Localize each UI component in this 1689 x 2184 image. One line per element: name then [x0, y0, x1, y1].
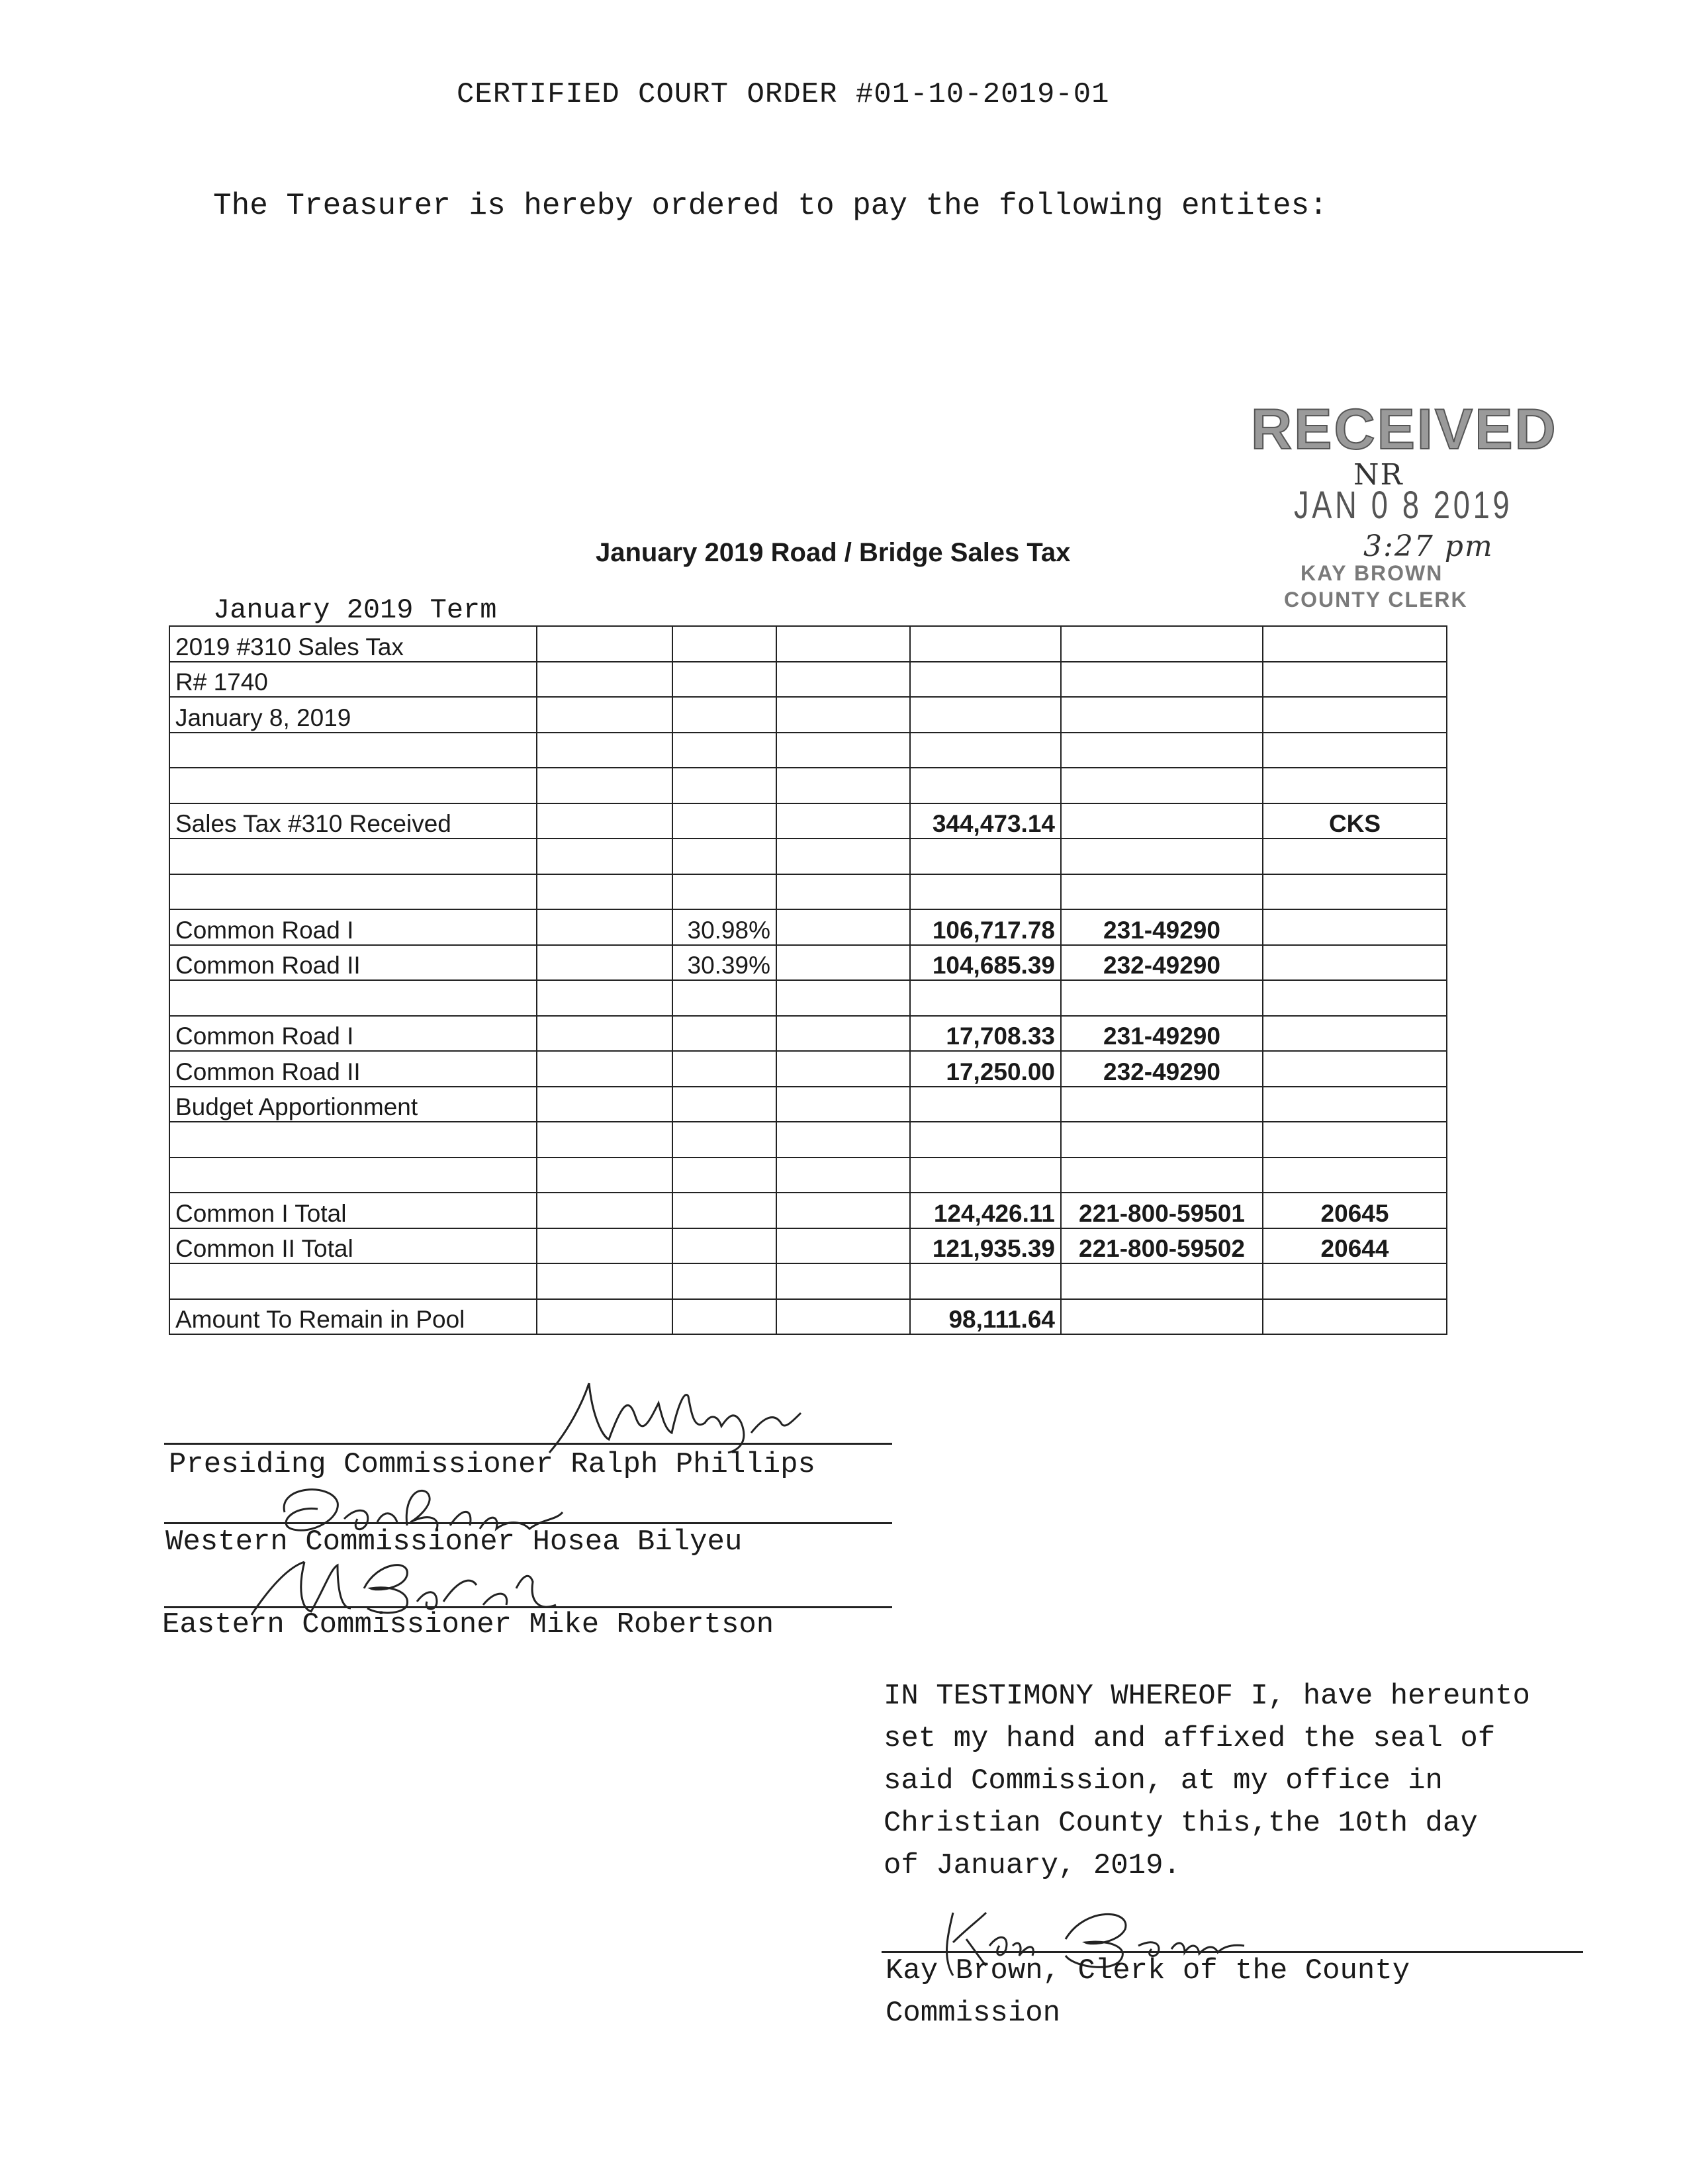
empty-cell — [537, 1016, 672, 1052]
percent-cell: 30.98% — [672, 909, 776, 945]
amount-cell — [910, 733, 1061, 768]
empty-cell — [776, 662, 910, 698]
account-cell — [1061, 1299, 1263, 1335]
table-row — [169, 874, 1447, 910]
row-label-cell: Common Road I — [169, 909, 537, 945]
testimony-line-5: of January, 2019. — [884, 1849, 1181, 1882]
empty-cell — [537, 1087, 672, 1122]
empty-cell — [776, 803, 910, 839]
account-cell — [1061, 980, 1263, 1016]
check-cell — [1263, 1051, 1447, 1087]
account-cell — [1061, 803, 1263, 839]
empty-cell — [537, 945, 672, 981]
amount-cell: 17,250.00 — [910, 1051, 1061, 1087]
table-row — [169, 980, 1447, 1016]
empty-cell — [537, 874, 672, 910]
empty-cell — [776, 980, 910, 1016]
empty-cell — [537, 1228, 672, 1264]
percent-cell — [672, 1158, 776, 1193]
check-cell — [1263, 1087, 1447, 1122]
amount-cell — [910, 980, 1061, 1016]
table-row — [169, 839, 1447, 874]
amount-cell — [910, 697, 1061, 733]
empty-cell — [776, 945, 910, 981]
check-cell — [1263, 874, 1447, 910]
check-cell — [1263, 839, 1447, 874]
empty-cell — [776, 1193, 910, 1228]
amount-cell — [910, 1087, 1061, 1122]
table-row — [169, 1193, 1447, 1228]
percent-cell — [672, 1122, 776, 1158]
row-label-cell: Common Road II — [169, 945, 537, 981]
table-row — [169, 1087, 1447, 1122]
check-cell — [1263, 1299, 1447, 1335]
account-cell: 221-800-59502 — [1061, 1228, 1263, 1264]
testimony-line-1: IN TESTIMONY WHEREOF I, have hereunto — [884, 1680, 1530, 1713]
percent-cell: 30.39% — [672, 945, 776, 981]
testimony-line-2: set my hand and affixed the seal of — [884, 1722, 1496, 1755]
check-cell: 20644 — [1263, 1228, 1447, 1264]
table-row — [169, 626, 1447, 662]
amount-cell: 121,935.39 — [910, 1228, 1061, 1264]
percent-cell — [672, 733, 776, 768]
table-row — [169, 1228, 1447, 1264]
table-row — [169, 1263, 1447, 1299]
row-label-cell: R# 1740 — [169, 662, 537, 698]
empty-cell — [776, 909, 910, 945]
testimony-line-3: said Commission, at my office in — [884, 1764, 1443, 1797]
row-label-cell — [169, 1263, 537, 1299]
empty-cell — [776, 839, 910, 874]
empty-cell — [537, 1122, 672, 1158]
row-label-cell — [169, 1158, 537, 1193]
table-row — [169, 662, 1447, 698]
table-row — [169, 733, 1447, 768]
empty-cell — [776, 733, 910, 768]
stamp-received-word: RECEIVED — [1251, 398, 1558, 461]
amount-cell: 124,426.11 — [910, 1193, 1061, 1228]
check-cell — [1263, 626, 1447, 662]
check-cell — [1263, 1263, 1447, 1299]
account-cell: 232-49290 — [1061, 945, 1263, 981]
account-cell — [1061, 1122, 1263, 1158]
table-title: January 2019 Road / Bridge Sales Tax — [596, 538, 1071, 567]
row-label-cell: Sales Tax #310 Received — [169, 803, 537, 839]
western-commissioner-label: Western Commissioner Hosea Bilyeu — [165, 1525, 743, 1559]
table-row — [169, 909, 1447, 945]
account-cell — [1061, 662, 1263, 698]
amount-cell — [910, 1263, 1061, 1299]
account-cell — [1061, 768, 1263, 803]
empty-cell — [776, 1051, 910, 1087]
check-cell: CKS — [1263, 803, 1447, 839]
row-label-cell: January 8, 2019 — [169, 697, 537, 733]
check-cell — [1263, 1122, 1447, 1158]
amount-cell: 17,708.33 — [910, 1016, 1061, 1052]
empty-cell — [537, 909, 672, 945]
testimony-line-4: Christian County this,the 10th day — [884, 1807, 1478, 1840]
table-row — [169, 768, 1447, 803]
row-label-cell: Budget Apportionment — [169, 1087, 537, 1122]
percent-cell — [672, 768, 776, 803]
empty-cell — [537, 1263, 672, 1299]
row-label-cell: Amount To Remain in Pool — [169, 1299, 537, 1335]
empty-cell — [776, 1158, 910, 1193]
account-cell — [1061, 874, 1263, 910]
account-cell — [1061, 626, 1263, 662]
account-cell — [1061, 1263, 1263, 1299]
amount-cell: 98,111.64 — [910, 1299, 1061, 1335]
table-row — [169, 1016, 1447, 1052]
stamp-office: COUNTY CLERK — [1284, 588, 1468, 612]
check-cell — [1263, 733, 1447, 768]
eastern-commissioner-label: Eastern Commissioner Mike Robertson — [162, 1608, 774, 1641]
percent-cell — [672, 803, 776, 839]
percent-cell — [672, 980, 776, 1016]
row-label-cell: Common II Total — [169, 1228, 537, 1264]
empty-cell — [776, 874, 910, 910]
term-label: January 2019 Term — [213, 594, 497, 626]
table-row — [169, 803, 1447, 839]
empty-cell — [776, 768, 910, 803]
check-cell — [1263, 909, 1447, 945]
table-row — [169, 1122, 1447, 1158]
table-row — [169, 697, 1447, 733]
percent-cell — [672, 1228, 776, 1264]
account-cell: 232-49290 — [1061, 1051, 1263, 1087]
western-signature-line — [164, 1522, 892, 1524]
stamp-initials: NR — [1353, 458, 1404, 492]
row-label-cell — [169, 874, 537, 910]
empty-cell — [776, 626, 910, 662]
clerk-name-line-2: Commission — [886, 1997, 1061, 2030]
percent-cell — [672, 839, 776, 874]
account-cell: 231-49290 — [1061, 909, 1263, 945]
empty-cell — [776, 1228, 910, 1264]
empty-cell — [776, 1299, 910, 1335]
empty-cell — [776, 1122, 910, 1158]
percent-cell — [672, 1193, 776, 1228]
empty-cell — [537, 1299, 672, 1335]
percent-cell — [672, 874, 776, 910]
percent-cell — [672, 697, 776, 733]
row-label-cell: Common Road I — [169, 1016, 537, 1052]
empty-cell — [537, 697, 672, 733]
check-cell — [1263, 1016, 1447, 1052]
row-label-cell — [169, 839, 537, 874]
account-cell — [1061, 839, 1263, 874]
amount-cell: 106,717.78 — [910, 909, 1061, 945]
table-row — [169, 1158, 1447, 1193]
empty-cell — [537, 626, 672, 662]
row-label-cell — [169, 768, 537, 803]
percent-cell — [672, 1087, 776, 1122]
row-label-cell: Common Road II — [169, 1051, 537, 1087]
account-cell — [1061, 1087, 1263, 1122]
empty-cell — [776, 1087, 910, 1122]
account-cell — [1061, 697, 1263, 733]
empty-cell — [537, 733, 672, 768]
percent-cell — [672, 1051, 776, 1087]
empty-cell — [537, 803, 672, 839]
empty-cell — [776, 1016, 910, 1052]
check-cell — [1263, 662, 1447, 698]
percent-cell — [672, 1016, 776, 1052]
presiding-commissioner-label: Presiding Commissioner Ralph Phillips — [169, 1448, 815, 1481]
table-row — [169, 945, 1447, 981]
clerk-signature-line — [882, 1951, 1583, 1953]
amount-cell — [910, 874, 1061, 910]
account-cell — [1061, 1158, 1263, 1193]
stamp-name: KAY BROWN — [1301, 561, 1443, 585]
percent-cell — [672, 626, 776, 662]
percent-cell — [672, 662, 776, 698]
amount-cell — [910, 768, 1061, 803]
table-row — [169, 1051, 1447, 1087]
amount-cell — [910, 1158, 1061, 1193]
account-cell: 221-800-59501 — [1061, 1193, 1263, 1228]
amount-cell — [910, 839, 1061, 874]
amount-cell: 344,473.14 — [910, 803, 1061, 839]
sales-tax-table — [169, 625, 1447, 1335]
check-cell — [1263, 980, 1447, 1016]
account-cell: 231-49290 — [1061, 1016, 1263, 1052]
presiding-signature-line — [164, 1443, 892, 1445]
empty-cell — [537, 1051, 672, 1087]
stamp-date: JAN 0 8 2019 — [1294, 484, 1513, 527]
check-cell — [1263, 768, 1447, 803]
account-cell — [1061, 733, 1263, 768]
empty-cell — [776, 1263, 910, 1299]
row-label-cell: Common I Total — [169, 1193, 537, 1228]
row-label-cell — [169, 1122, 537, 1158]
table-row — [169, 1299, 1447, 1335]
check-cell: 20645 — [1263, 1193, 1447, 1228]
amount-cell: 104,685.39 — [910, 945, 1061, 981]
amount-cell — [910, 662, 1061, 698]
stamp-time: 3:27 pm — [1363, 529, 1494, 563]
empty-cell — [537, 980, 672, 1016]
empty-cell — [537, 768, 672, 803]
clerk-name-line-1: Kay Brown, Clerk of the County — [886, 1954, 1410, 1987]
percent-cell — [672, 1299, 776, 1335]
row-label-cell — [169, 980, 537, 1016]
received-stamp — [1231, 397, 1558, 615]
percent-cell — [672, 1263, 776, 1299]
empty-cell — [776, 697, 910, 733]
empty-cell — [537, 1193, 672, 1228]
intro-text: The Treasurer is hereby ordered to pay the following entites: — [213, 189, 1328, 223]
amount-cell — [910, 1122, 1061, 1158]
check-cell — [1263, 1158, 1447, 1193]
amount-cell — [910, 626, 1061, 662]
row-label-cell — [169, 733, 537, 768]
empty-cell — [537, 662, 672, 698]
document-title: CERTIFIED COURT ORDER #01-10-2019-01 — [457, 78, 1110, 111]
empty-cell — [537, 839, 672, 874]
check-cell — [1263, 945, 1447, 981]
row-label-cell: 2019 #310 Sales Tax — [169, 626, 537, 662]
empty-cell — [537, 1158, 672, 1193]
check-cell — [1263, 697, 1447, 733]
